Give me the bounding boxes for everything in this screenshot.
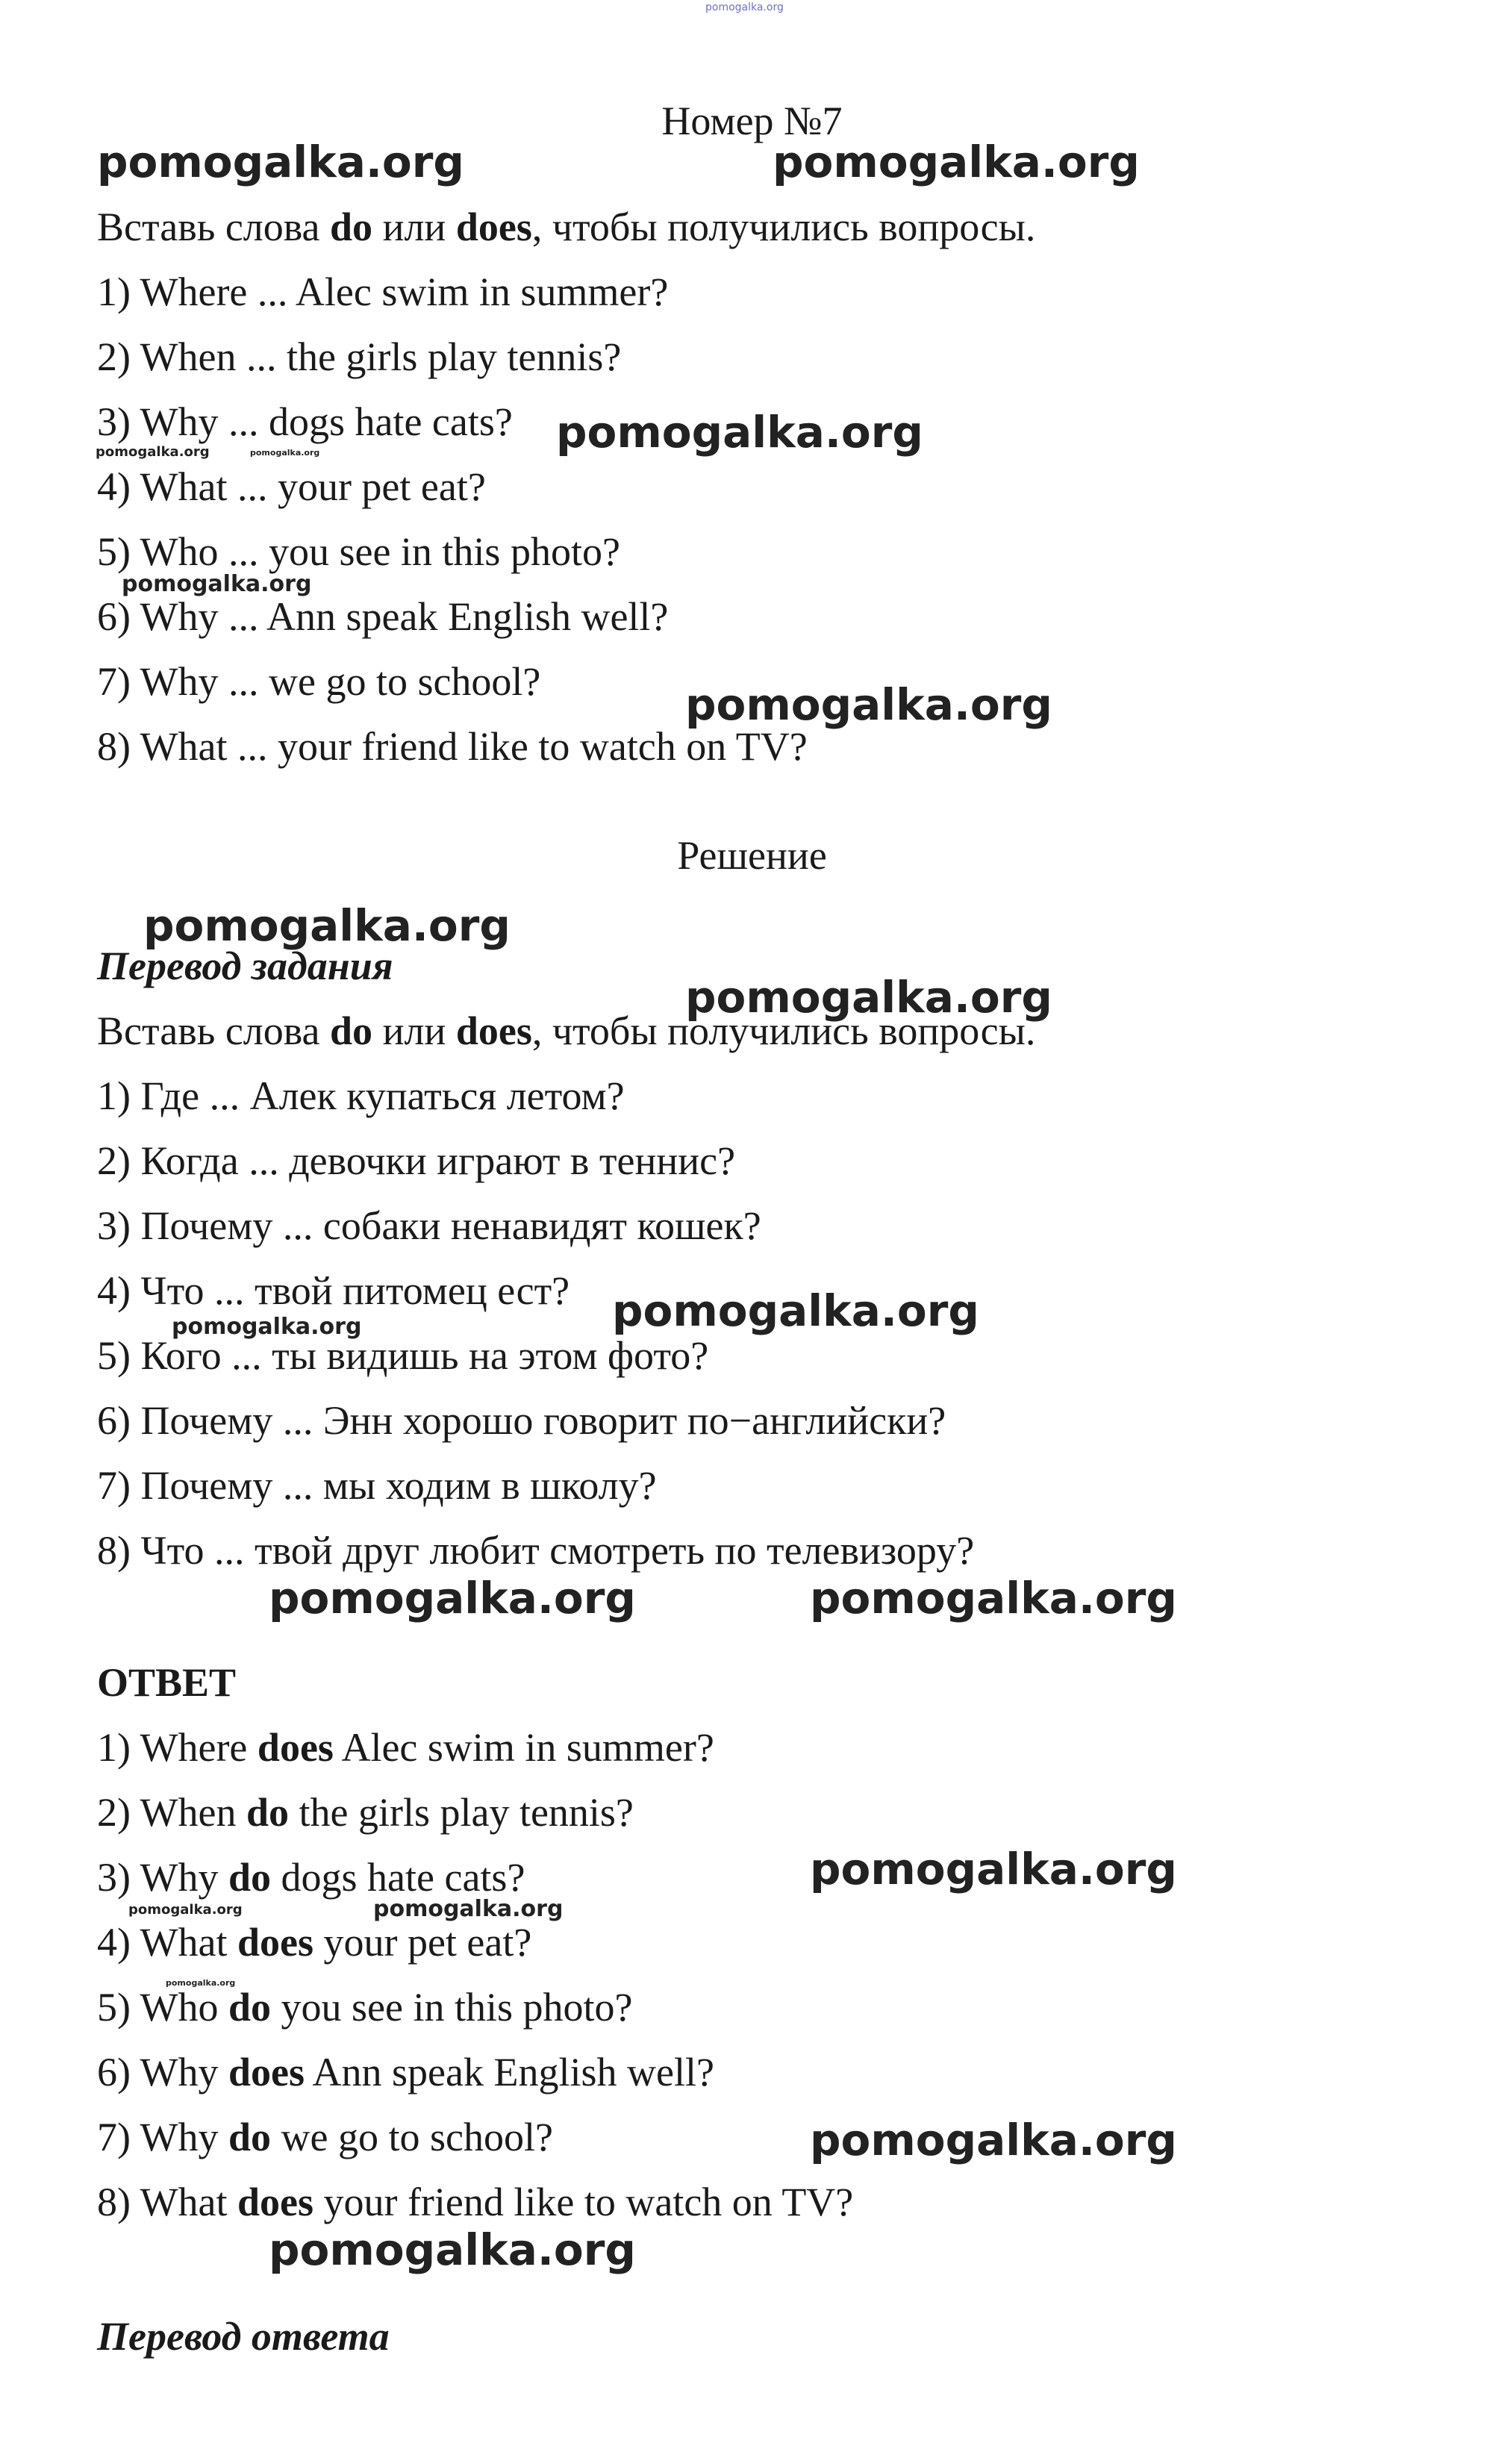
watermark: pomogalka.org xyxy=(143,900,511,951)
answer-heading: ОТВЕТ xyxy=(97,1660,237,1705)
top-watermark: pomogalka.org xyxy=(705,1,784,13)
task-question: 5) Who ... you see in this photo? xyxy=(97,529,620,574)
answer-line: 3) Why do dogs hate cats? xyxy=(97,1855,525,1900)
watermark: pomogalka.org xyxy=(97,137,464,187)
answer-line: 1) Where does Alec swim in summer? xyxy=(97,1725,714,1770)
watermark: pomogalka.org xyxy=(166,1978,236,1988)
translation-question: 2) Когда ... девочки играют в теннис? xyxy=(97,1138,736,1183)
translation-question: 1) Где ... Алек купаться летом? xyxy=(97,1073,625,1118)
watermark: pomogalka.org xyxy=(685,972,1052,1023)
watermark: pomogalka.org xyxy=(96,444,210,460)
watermark: pomogalka.org xyxy=(269,2224,636,2275)
translation-question: 7) Почему ... мы ходим в школу? xyxy=(97,1463,657,1508)
answer-line: 6) Why does Ann speak English well? xyxy=(97,2050,714,2095)
watermark: pomogalka.org xyxy=(250,448,320,458)
watermark: pomogalka.org xyxy=(810,1573,1177,1624)
watermark: pomogalka.org xyxy=(556,407,923,458)
answer-line: 5) Who do you see in this photo? xyxy=(97,1985,633,2030)
watermark: pomogalka.org xyxy=(810,1844,1177,1894)
solution-title: Решение xyxy=(677,833,827,878)
task-question: 4) What ... your pet eat? xyxy=(97,464,486,509)
watermark: pomogalka.org xyxy=(172,1314,362,1340)
watermark: pomogalka.org xyxy=(685,679,1052,730)
task-question: 8) What ... your friend like to watch on TV? xyxy=(97,724,808,769)
watermark: pomogalka.org xyxy=(269,1573,636,1624)
task-question: 7) Why ... we go to school? xyxy=(97,659,541,704)
translation-question: 4) Что ... твой питомец ест? xyxy=(97,1268,570,1313)
watermark: pomogalka.org xyxy=(773,137,1140,187)
answer-line: 4) What does your pet eat? xyxy=(97,1920,532,1965)
translation-heading: Перевод задания xyxy=(97,944,393,988)
task-instruction: Вставь слова do или does, чтобы получились вопросы. xyxy=(97,205,1036,249)
watermark: pomogalka.org xyxy=(373,1896,564,1922)
translation-question: 5) Кого ... ты видишь на этом фото? xyxy=(97,1333,709,1378)
task-question: 1) Where ... Alec swim in summer? xyxy=(97,269,669,314)
watermark: pomogalka.org xyxy=(122,571,312,597)
task-question: 3) Why ... dogs hate cats? xyxy=(97,399,513,444)
task-question: 6) Why ... Ann speak English well? xyxy=(97,594,669,639)
task-question: 2) When ... the girls play tennis? xyxy=(97,334,622,379)
translation-instruction: Вставь слова do или does, чтобы получились вопросы. xyxy=(97,1008,1036,1053)
watermark: pomogalka.org xyxy=(612,1285,979,1336)
answer-translation-heading: Перевод ответа xyxy=(97,2314,390,2359)
answer-line: 7) Why do we go to school? xyxy=(97,2115,553,2159)
answer-line: 8) What does your friend like to watch on TV? xyxy=(97,2180,854,2224)
translation-question: 8) Что ... твой друг любит смотреть по телевизору? xyxy=(97,1528,975,1573)
translation-question: 6) Почему ... Энн хорошо говорит по−английски? xyxy=(97,1398,946,1443)
page-title: Номер №7 xyxy=(661,99,843,143)
watermark: pomogalka.org xyxy=(128,1902,243,1918)
watermark: pomogalka.org xyxy=(810,2115,1177,2165)
answer-line: 2) When do the girls play tennis? xyxy=(97,1790,634,1835)
translation-question: 3) Почему ... собаки ненавидят кошек? xyxy=(97,1203,761,1248)
